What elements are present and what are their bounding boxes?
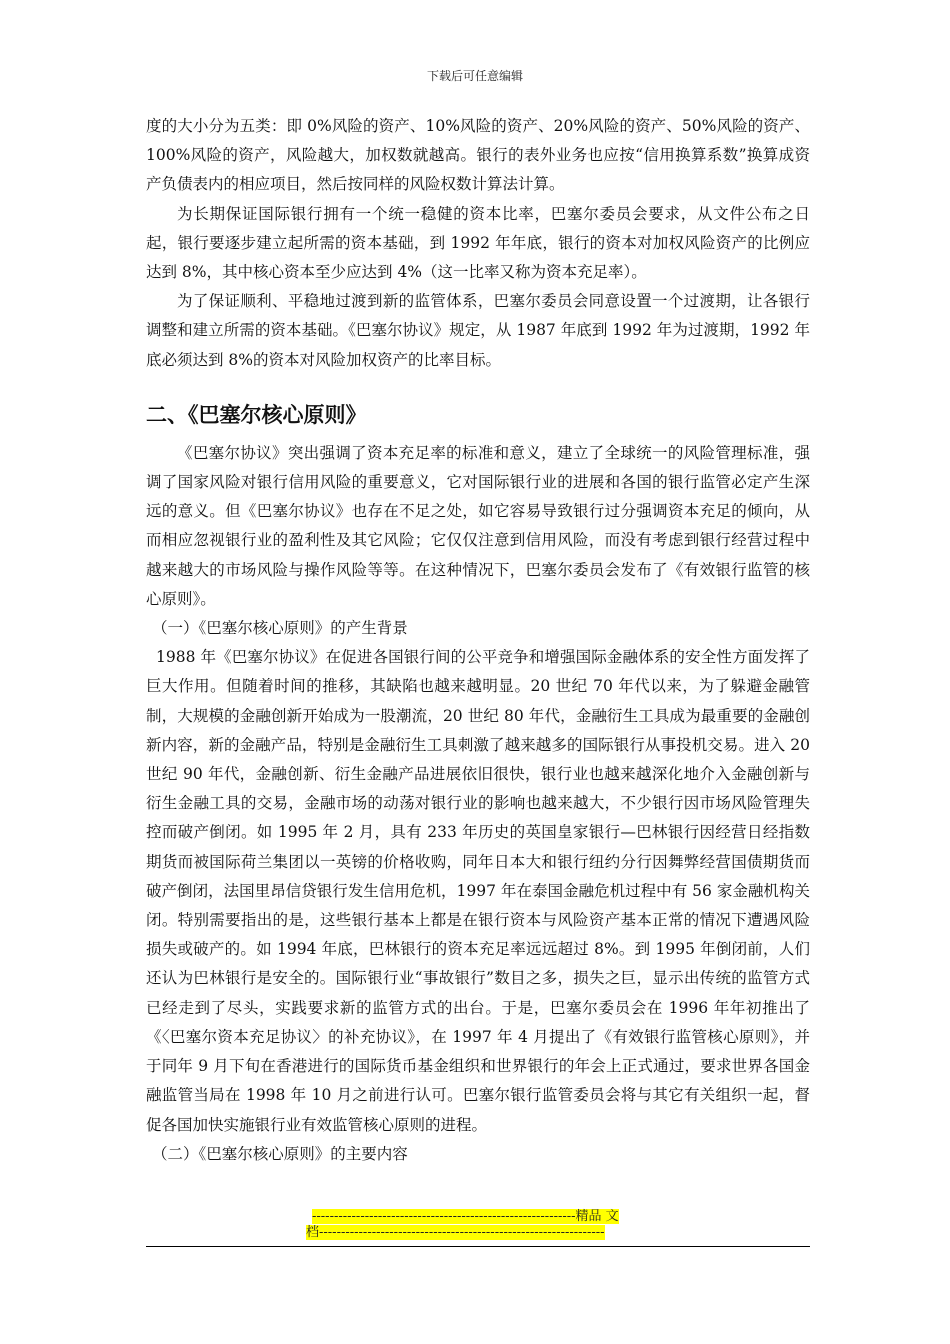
footer-divider (146, 1246, 810, 1247)
document-body (146, 112, 810, 1169)
paragraph-background: 1988 年《巴塞尔协议》在促进各国银行间的公平竞争和增强国际金融体系的安全性方面发挥了巨大作用。但随着时间的推移，其缺陷也越来越明显。20 世纪 70 年代以来，为了躲避金融管制，大规模的金融创新开始成为一股潮流，20 世纪 80 年代，金融衍生工具成为最重要的金融创新内容，新的金融产品，特别是金融衍生工具刺激了越来越多的国际银行从事投机交易。进入 20 世纪 90 年代，金融创新、衍生金融产品进展依旧很快，银行业也越来越深化地介入金融创新与衍生金融工具的交易，金融市场的动荡对银行业的影响也越来越大，不少银行因市场风险管理失控而破产倒闭。如 1995 年 2 月，具有 233 年历史的英国皇家银行—巴林银行因经营日经指数期货而被国际荷兰集团以一英镑的价格收购，同年日本大和银行纽约分行因舞弊经营国债期货而破产倒闭，法国里昂信贷银行发生信用危机，1997 年在泰国金融危机过程中有 56 家金融机构关闭。特别需要指出的是，这些银行基本上都是在银行资本与风险资产基本正常的情况下遭遇风险损失或破产的。如 1994 年底，巴林银行的资本充足率远远超过 8%。到 1995 年倒闭前，人们还认为巴林银行是安全的。国际银行业“事故银行”数目之多，损失之巨，显示出传统的监管方式已经走到了尽头，实践要求新的监管方式的出台。于是，巴塞尔委员会在 1996 年年初推出了《〈巴塞尔资本充足协议〉的补充协议》，在 1997 年 4 月提出了《有效银行监管核心原则》，并于同年 9 月下旬在香港进行的国际货币基金组织和世界银行的年会上正式通过，要求世界各国金融监管当局在 1998 年 10 月之前进行认可。巴塞尔银行监管委员会将与其它有关组织一起，督促各国加快实施银行业有效监管核心原则的进程。 (146, 648, 810, 1134)
footer-watermark (306, 1209, 646, 1241)
paragraph-section-intro: 《巴塞尔协议》突出强调了资本充足率的标准和意义，建立了全球统一的风险管理标准，强调了国家风险对银行信用风险的重要意义，它对国际银行业的进展和各国的银行监管必定产生深远的意义。但《巴塞尔协议》也存在不足之处，如它容易导致银行过分强调资本充足的倾向，从而相应忽视银行业的盈利性及其它风险；它仅仅注意到信用风险，而没有考虑到银行经营过程中越来越大的市场风险与操作风险等等。在这种情况下，巴塞尔委员会发布了《有效银行监管的核心原则》。 (146, 443, 810, 608)
footer-line-2: 档----------------------------------------------------------------- (306, 1225, 605, 1240)
section-heading: 二、《巴塞尔核心原则》 (146, 401, 367, 427)
footer-line-1: ------------------------------------------------------------精品 文 (312, 1209, 619, 1224)
paragraph-transition-period: 为了保证顺利、平稳地过渡到新的监管体系，巴塞尔委员会同意设置一个过渡期，让各银行调整和建立所需的资本基础。《巴塞尔协议》规定，从 1987 年底到 1992 年为过渡期，1992 年底必须达到 8%的资本对风险加权资产的比率目标。 (146, 292, 810, 369)
page-header: 下载后可任意编辑 (426, 69, 523, 83)
subheading-main-content: （二）《巴塞尔核心原则》的主要内容 (152, 1144, 408, 1163)
subheading-background: （一）《巴塞尔核心原则》的产生背景 (152, 619, 408, 638)
paragraph-capital-ratio: 为长期保证国际银行拥有一个统一稳健的资本比率，巴塞尔委员会要求，从文件公布之日起，银行要逐步建立起所需的资本基础，到 1992 年年底，银行的资本对加权风险资产的比例应达到 8%，其中核心资本至少应达到 4%（这一比率又称为资本充足率）。 (146, 204, 810, 282)
paragraph-risk-categories: 度的大小分为五类：即 0%风险的资产、10%风险的资产、20%风险的资产、50%风险的资产、100%风险的资产，风险越大，加权数就越高。银行的表外业务也应按“信用换算系数”换算成资产负债表内的相应项目，然后按同样的风险权数计算法计算。 (146, 117, 810, 194)
